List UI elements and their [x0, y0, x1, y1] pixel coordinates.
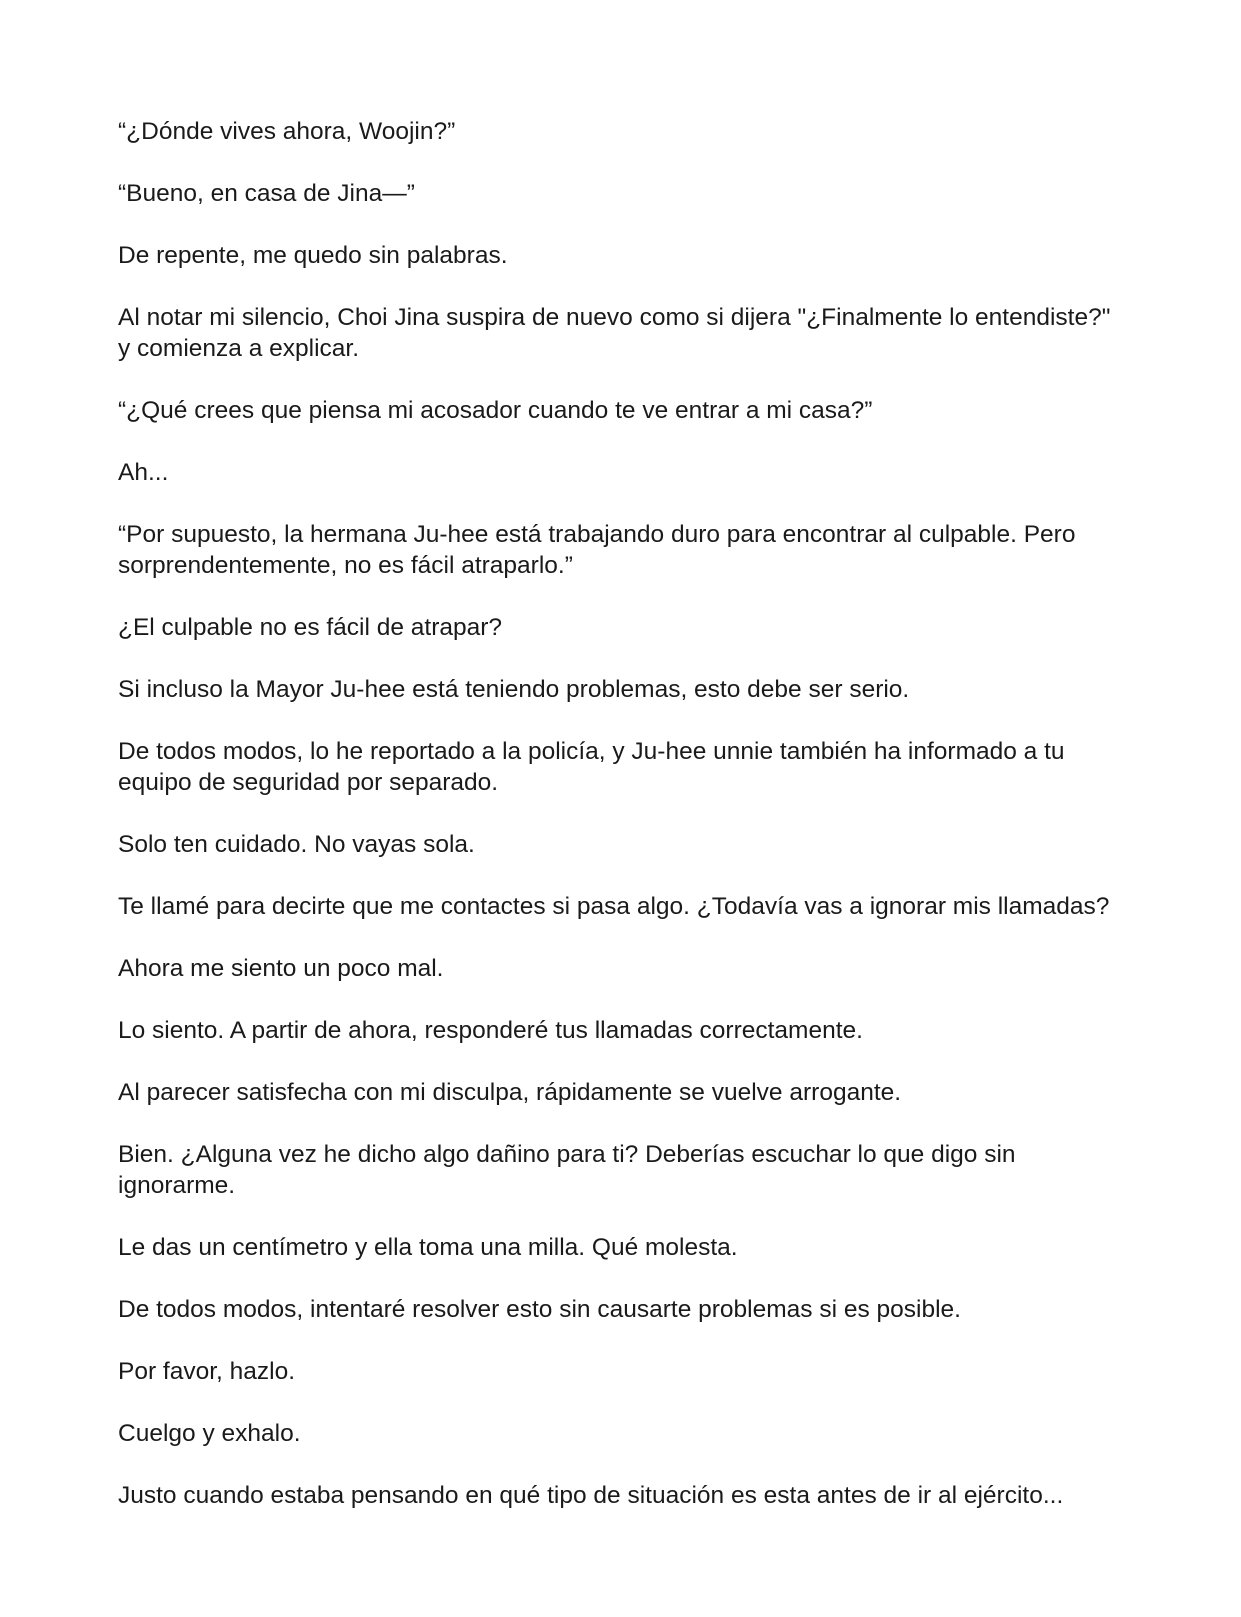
- paragraph: Ah...: [118, 459, 169, 486]
- paragraph: Justo cuando estaba pensando en qué tipo de situación es esta antes de ir al ejército...: [118, 1482, 1064, 1509]
- paragraph: De todos modos, lo he reportado a la policía, y Ju-hee unnie también ha informado a tu equipo de seguridad por separado.: [118, 738, 1065, 796]
- paragraph: “¿Qué crees que piensa mi acosador cuando te ve entrar a mi casa?”: [118, 397, 873, 424]
- paragraph: “Por supuesto, la hermana Ju-hee está trabajando duro para encontrar al culpable. Pero sorprendentemente, no es fácil atraparlo.”: [118, 521, 1076, 579]
- paragraph: Le das un centímetro y ella toma una milla. Qué molesta.: [118, 1234, 738, 1261]
- paragraph: Solo ten cuidado. No vayas sola.: [118, 831, 475, 858]
- paragraph: ¿El culpable no es fácil de atrapar?: [118, 614, 503, 641]
- paragraph: Ahora me siento un poco mal.: [118, 955, 444, 982]
- paragraph: Si incluso la Mayor Ju-hee está teniendo problemas, esto debe ser serio.: [118, 676, 910, 703]
- paragraph: “¿Dónde vives ahora, Woojin?”: [118, 118, 456, 145]
- paragraph: De repente, me quedo sin palabras.: [118, 242, 508, 269]
- paragraph: Te llamé para decirte que me contactes si pasa algo. ¿Todavía vas a ignorar mis llamadas?: [118, 893, 1110, 920]
- paragraph: De todos modos, intentaré resolver esto sin causarte problemas si es posible.: [118, 1296, 961, 1323]
- paragraph: Al notar mi silencio, Choi Jina suspira de nuevo como si dijera "¿Finalmente lo entendiste?" y comienza a explicar.: [118, 304, 1111, 362]
- paragraph: “Bueno, en casa de Jina—”: [118, 180, 415, 207]
- paragraph: Cuelgo y exhalo.: [118, 1420, 301, 1447]
- document-text: [118, 116, 1128, 1542]
- paragraph: Lo siento. A partir de ahora, responderé tus llamadas correctamente.: [118, 1017, 863, 1044]
- paragraph: Por favor, hazlo.: [118, 1358, 296, 1385]
- paragraph: Bien. ¿Alguna vez he dicho algo dañino para ti? Deberías escuchar lo que digo sin ignorarme.: [118, 1141, 1016, 1199]
- paragraph: Al parecer satisfecha con mi disculpa, rápidamente se vuelve arrogante.: [118, 1079, 902, 1106]
